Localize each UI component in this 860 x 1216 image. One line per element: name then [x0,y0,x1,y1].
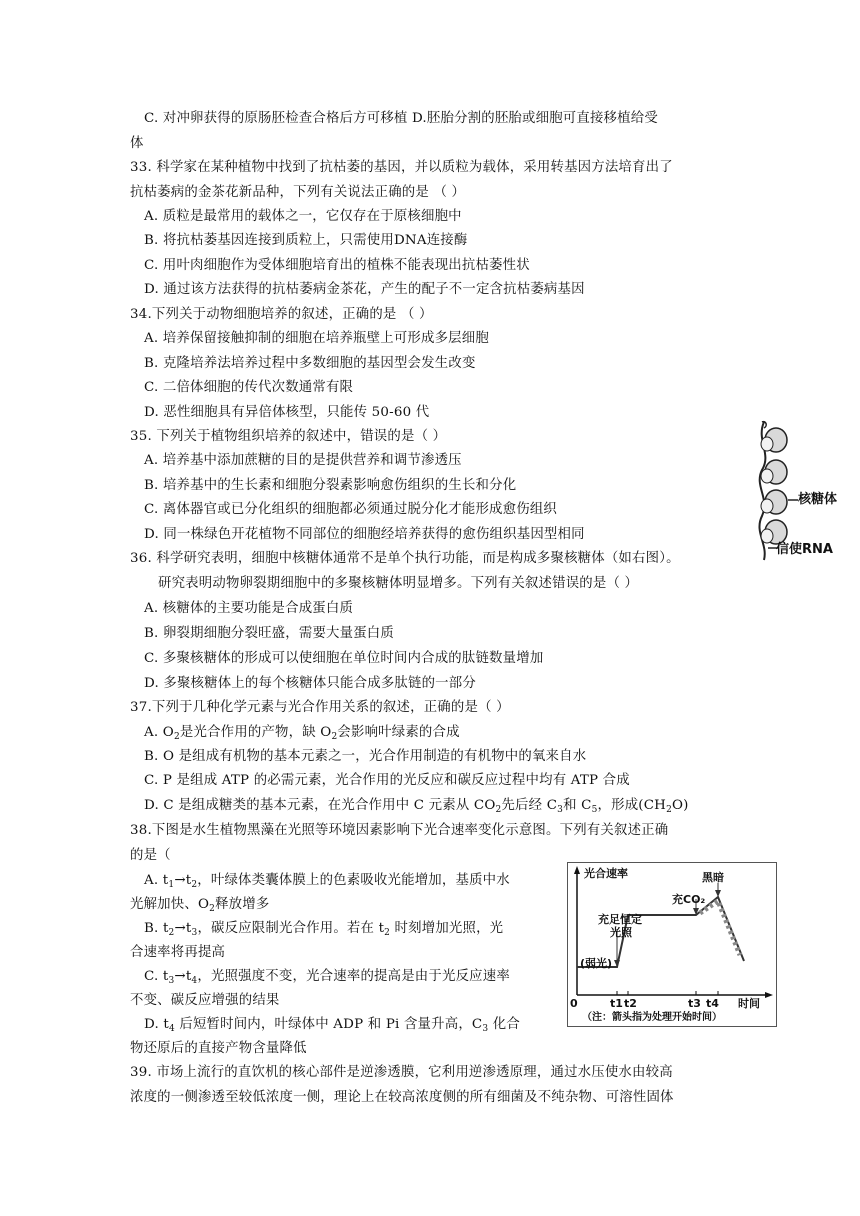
q39-line-1: 39. 市场上流行的直饮机的核心部件是逆渗透膜，它利用逆渗透原理，通过水压使水由较高 [130,1065,673,1080]
text-line: A. 培养基中添加蔗糖的目的是提供营养和调节渗透压 [144,453,462,468]
chart-tick-t2: t2 [624,997,637,1010]
photosynthesis-rate-chart [567,862,777,1027]
text-line: B. 克隆培养法培养过程中多数细胞的基因型会发生改变 [144,356,476,371]
q38-option-b: B. $t_2\to t_3$，碳反应限制光合作用。若在 $t_2$ 时刻增加光照，光 [144,921,504,938]
text-line: 37.下列于几种化学元素与光合作用关系的叙述，正确的是（ ） [130,700,510,715]
text-line: B. 培养基中的生长素和细胞分裂素影响愈伤组织的生长和分化 [144,478,517,493]
text-line: C. 离体器官或已分化组织的细胞都必须通过脱分化才能形成愈伤组织 [144,502,558,517]
chart-note: （注：箭头指为处理开始时间） [582,1012,722,1023]
chart-annotation-light-2: 光照 [610,926,632,939]
chart-tick-t4: t4 [706,997,719,1010]
q38-option-a-cont: 光解加快、$O_2$释放增多 [130,897,270,914]
x-axis-arrow [765,992,773,998]
q38-option-b-cont: 合速率将再提高 [130,945,226,960]
q38-option-d: D. $t_4$ 后短暂时间内，叶绿体中 ADP 和 Pi 含量升高，$C_3$ 化合 [144,1017,520,1034]
chart-annotation-light-1: 充足恒定 [598,913,642,926]
text-line: C. 对冲卵获得的原肠胚检查合格后方可移植 D.胚胎分割的胚胎或细胞可直接移植给受 [144,111,658,126]
chart-annotation-weak: (弱光) [580,957,613,970]
text-line: 体 [130,136,144,151]
text-line: 抗枯萎病的金茶花新品种，下列有关说法正确的是 （ ） [130,185,466,200]
rate-curve-shadow [700,901,740,955]
text-line: D. 同一株绿色开花植物不同部位的细胞经培养获得的愈伤组织基因型相同 [144,527,585,542]
text-line: C. 多聚核糖体的形成可以使细胞在单位时间内合成的肽链数量增加 [144,651,544,666]
text-line: C. 二倍体细胞的传代次数通常有限 [144,380,354,395]
q37-option-b: B. O 是组成有机物的基本元素之一，光合作用制造的有机物中的氧来自水 [144,749,587,764]
q37-option-c: C. P 是组成 ATP 的必需元素，光合作用的光反应和碳反应过程中均有 ATP 合成 [144,773,630,788]
text-line: A. 质粒是最常用的载体之一，它仅存在于原核细胞中 [144,209,462,224]
text-line: 35. 下列关于植物组织培养的叙述中，错误的是（ ） [130,429,447,444]
polyribosome-figure [752,420,860,570]
text-line: A. 核糖体的主要功能是合成蛋白质 [144,601,354,616]
q38-option-c: C. $t_3\to t_4$，光照强度不变，光合速率的提高是由于光反应速率 [144,969,510,986]
q37-option-a: A. $O_2$是光合作用的产物，缺 $O_2$会影响叶绿素的合成 [144,725,460,742]
text-line: 研究表明动物卵裂期细胞中的多聚核糖体明显增多。下列有关叙述错误的是（ ） [158,576,639,591]
mrna-label: 信使RNA [776,542,833,557]
ribosome-label: 核糖体 [798,492,838,507]
text-line: D. 通过该方法获得的抗枯萎病金茶花，产生的配子不一定含抗枯萎病基因 [144,282,585,297]
text-line: D. 恶性细胞具有异倍体核型，只能传 50-60 代 [144,405,430,420]
q37-option-d: D. C 是组成糖类的基本元素，在光合作用中 C 元素从 $CO_2$先后经 $C_3$和 $C_5$，形成$(CH_2O)$ [144,798,689,815]
q38-stem-line-1: 38.下图是水生植物黑藻在光照等环境因素影响下光合速率变化示意图。下列有关叙述正确 [130,823,669,838]
chart-annotation-dark: 黑暗 [702,871,724,884]
q39-line-2: 浓度的一侧渗透至较低浓度一侧，理论上在较高浓度侧的所有细菌及不纯杂物、可溶性固体 [130,1090,674,1105]
chart-annotation-co2: 充CO₂ [672,893,706,906]
text-line: C. 用叶肉细胞作为受体细胞培育出的植株不能表现出抗枯萎性状 [144,258,530,273]
q38-option-a: A. $t_1\to t_2$，叶绿体类囊体膜上的色素吸收光能增加，基质中水 [144,873,510,890]
y-axis-arrow [574,866,580,874]
q38-option-c-cont: 不变、碳反应增强的结果 [130,993,280,1008]
chart-origin: 0 [570,997,578,1010]
text-line: B. 将抗枯萎基因连接到质粒上，只需使用DNA连接酶 [144,233,468,248]
text-line: B. 卵裂期细胞分裂旺盛，需要大量蛋白质 [144,626,394,641]
chart-tick-t1: t1 [610,997,623,1010]
q38-option-d-cont: 物还原后的直接产物含量降低 [130,1041,307,1056]
text-line: D. 多聚核糖体上的每个核糖体只能合成多肽链的一部分 [144,676,476,691]
chart-y-label: 光合速率 [584,867,628,880]
text-line: 34.下列关于动物细胞培养的叙述，正确的是 （ ） [130,307,433,322]
text-line: 33. 科学家在某种植物中找到了抗枯萎的基因，并以质粒为载体，采用转基因方法培育出了 [130,160,673,175]
q38-stem-line-2: 的是（ [130,848,171,863]
chart-tick-t3: t3 [688,997,701,1010]
text-line: A. 培养保留接触抑制的细胞在培养瓶壁上可形成多层细胞 [144,331,489,346]
text-line: 36. 科学研究表明，细胞中核糖体通常不是单个执行功能，而是构成多聚核糖体（如右图）。 [130,551,680,566]
chart-x-label: 时间 [738,997,760,1010]
